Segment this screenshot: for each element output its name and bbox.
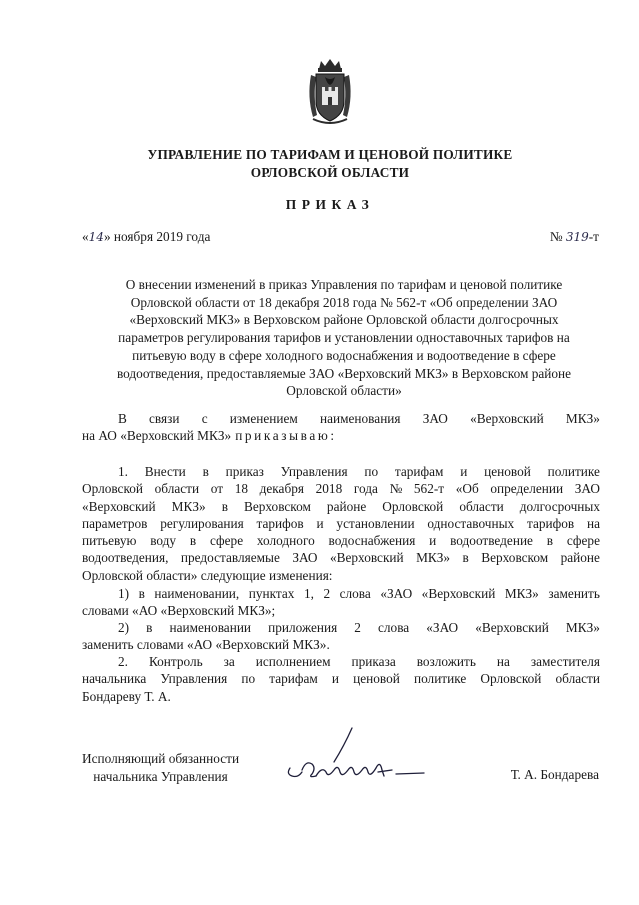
word: «ЗАО <box>380 586 413 601</box>
word: в <box>462 550 469 566</box>
word: 2 <box>323 586 331 601</box>
word: заменить <box>548 586 600 601</box>
word: в <box>189 533 197 549</box>
word: года <box>353 481 378 497</box>
word: питьевую <box>82 533 137 549</box>
item-2-paragraph <box>82 653 600 705</box>
signatory-position-line-1: Исполняющий обязанности <box>82 751 240 766</box>
word: одноставочных <box>427 515 515 531</box>
word: политике <box>413 671 467 687</box>
word: заместителя <box>530 654 600 669</box>
subject-line: параметров регулирования тарифов и установлении одноставочных тарифов на <box>118 330 570 346</box>
word: в <box>146 620 153 635</box>
number-prefix: № <box>549 229 563 244</box>
word: приложения <box>268 620 338 635</box>
handwritten-signature-icon <box>282 726 428 788</box>
word: Управления <box>280 464 348 479</box>
word: определении <box>490 481 564 497</box>
word: установлении <box>336 515 415 531</box>
word: области <box>154 481 200 497</box>
word: слова <box>339 586 371 601</box>
item-1-paragraph <box>82 463 600 584</box>
number-suffix: -т <box>588 229 599 244</box>
date-open-quote: « <box>82 229 89 244</box>
date-rest: » ноября 2019 года <box>103 229 211 244</box>
word: и <box>429 533 437 549</box>
preamble-line-2-text: на АО «Верховский МКЗ» <box>82 428 232 444</box>
signatory-position <box>82 750 239 785</box>
word: 2 <box>354 620 361 635</box>
word: № <box>389 481 403 497</box>
word: 562-т <box>413 481 445 497</box>
subitem-2-line <box>82 636 600 653</box>
word: по <box>364 464 379 479</box>
word: тарифов <box>526 515 575 531</box>
preamble-line-1 <box>82 410 600 427</box>
word: политике <box>547 464 600 479</box>
word: «Верховский <box>421 586 496 601</box>
order-subject <box>84 276 604 400</box>
word: в <box>138 586 145 601</box>
subject-line: питьевую воду в сфере холодного водоснабжения и водоотведение в сфере <box>132 347 556 363</box>
preamble-paragraph <box>82 410 600 445</box>
word: тарифов <box>256 515 304 531</box>
word: 2) <box>118 620 130 635</box>
word: параметров <box>82 515 148 531</box>
word: декабря <box>259 481 304 497</box>
subject-line: Орловской области от 18 декабря 2018 года № 562-т «Об определении ЗАО <box>130 294 558 310</box>
word: наименования <box>319 411 401 426</box>
word: МКЗ» <box>565 620 600 635</box>
word: районе <box>326 498 367 514</box>
word: Орловской <box>82 481 144 497</box>
word: ЗАО <box>422 411 448 426</box>
preamble-line-2 <box>82 427 600 444</box>
word: связи <box>149 411 180 426</box>
date-day-handwritten: 14 <box>88 230 104 244</box>
word: Верховском <box>244 498 311 514</box>
word: Орловской <box>480 671 542 687</box>
subitem-1-line <box>82 602 600 619</box>
item-2-last-line-text: Бондареву Т. А. <box>82 688 171 704</box>
word: от <box>210 481 224 497</box>
word: Управления <box>160 671 228 687</box>
number-value-handwritten: 319 <box>565 230 589 244</box>
word: водоотведения, <box>82 550 169 566</box>
word: по <box>241 671 256 687</box>
item-1-last-line-text: Орловской области» следующие изменения: <box>82 567 333 583</box>
subject-line: Орловской области» <box>286 383 402 399</box>
document-type-heading: ПРИКАЗ <box>285 197 375 212</box>
item-1-line <box>82 498 600 515</box>
item-2-line <box>82 688 600 705</box>
word: «Верховский <box>82 498 156 514</box>
word: приказа <box>351 654 396 669</box>
word: «Верховский <box>329 550 404 566</box>
subitem-2-last-line-text: заменить словами «АО «Верховский МКЗ». <box>82 637 330 653</box>
word: исполнением <box>255 654 331 669</box>
coat-of-arms-icon <box>303 57 357 127</box>
word: тарифам <box>269 671 318 687</box>
word: области <box>555 671 600 687</box>
item-1-line <box>82 515 600 532</box>
word: ЗАО <box>292 550 318 566</box>
word: Верховском <box>481 550 549 566</box>
word: за <box>223 654 235 669</box>
subitem-2-paragraph <box>82 619 600 654</box>
word: ЗАО <box>574 481 600 497</box>
word: в <box>221 498 228 514</box>
word: сфере <box>209 533 244 549</box>
organization-title-line-1: УПРАВЛЕНИЕ ПО ТАРИФАМ И ЦЕНОВОЙ ПОЛИТИКЕ <box>147 147 513 162</box>
word: приказ <box>225 464 264 479</box>
organization-title <box>60 146 600 182</box>
subitem-2-line <box>82 619 600 636</box>
word: В <box>118 411 127 426</box>
item-2-line <box>82 653 600 670</box>
word: 2018 <box>315 481 343 497</box>
word: Орловской <box>382 498 444 514</box>
item-1-line <box>82 549 600 566</box>
subitem-1-line <box>82 585 600 602</box>
word: МКЗ» <box>171 498 206 514</box>
subject-line: О внесении изменений в приказ Управления по тарифам и ценовой политике <box>125 277 563 292</box>
item-1-line <box>82 532 600 549</box>
document-number <box>550 229 599 245</box>
word: и <box>331 671 340 687</box>
word: ценовой <box>353 671 400 687</box>
word: изменением <box>229 411 298 426</box>
word: водоснабжения <box>328 533 416 549</box>
word: МКЗ» <box>416 550 451 566</box>
word: начальника <box>82 671 147 687</box>
word: водоотведение <box>450 533 533 549</box>
subitem-1-paragraph <box>82 585 600 620</box>
order-word: приказываю: <box>235 428 337 444</box>
subitem-1-last-line-text: словами «АО «Верховский МКЗ»; <box>82 603 276 619</box>
item-2-line <box>82 670 600 687</box>
word: с <box>201 411 208 426</box>
word: воду <box>150 533 177 549</box>
organization-title-line-2: ОРЛОВСКОЙ ОБЛАСТИ <box>250 165 410 180</box>
word: долгосрочных <box>519 498 600 514</box>
word: «Верховский <box>470 411 544 426</box>
word: «Верховский <box>475 620 549 635</box>
word: 2. <box>118 654 128 669</box>
word: возложить <box>416 654 476 669</box>
word: «Об <box>455 481 479 497</box>
item-1-line <box>82 463 600 480</box>
word: в <box>202 464 209 479</box>
word: «ЗАО <box>426 620 459 635</box>
word: предоставляемые <box>180 550 280 566</box>
word: 1. <box>118 464 128 479</box>
word: районе <box>560 550 600 566</box>
document-date <box>82 229 210 245</box>
word: Контроль <box>148 654 203 669</box>
word: на <box>496 654 510 669</box>
word: Внести <box>144 464 186 479</box>
subject-line: «Верховский МКЗ» в Верховском районе Орловской области долгосрочных <box>129 312 559 328</box>
word: в <box>546 533 554 549</box>
word: наименовании <box>169 620 252 635</box>
item-1-line <box>82 480 600 497</box>
word: регулирования <box>160 515 244 531</box>
word: наименовании, <box>154 586 240 601</box>
word: и <box>316 515 324 531</box>
signatory-position-line-2: начальника Управления <box>93 768 228 784</box>
word: сфере <box>566 533 600 549</box>
word: 18 <box>234 481 248 497</box>
word: холодного <box>256 533 315 549</box>
word: тарифам <box>394 464 444 479</box>
word: МКЗ» <box>565 411 600 426</box>
subject-line: водоотведения, предоставляемые ЗАО «Верховский МКЗ» в Верховском районе <box>116 365 572 381</box>
word: и <box>460 464 468 479</box>
word: ценовой <box>484 464 531 479</box>
signatory-name: Т. А. Бондарева <box>510 767 599 782</box>
item-1-line <box>82 567 600 584</box>
word: на <box>586 515 600 531</box>
word: пунктах <box>248 586 295 601</box>
word: 1, <box>303 586 314 601</box>
word: 1) <box>118 586 130 601</box>
word: МКЗ» <box>504 586 539 601</box>
word: слова <box>378 620 410 635</box>
word: области <box>459 498 504 514</box>
